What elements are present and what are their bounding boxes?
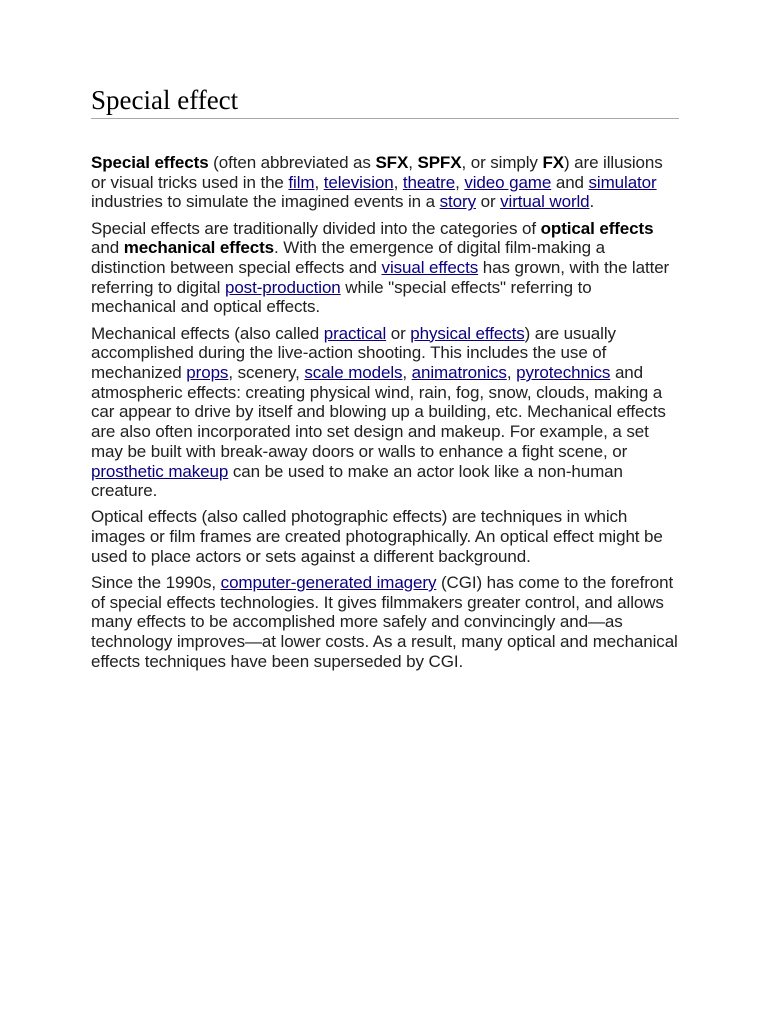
text-run: ) are illusions or visual tricks used in the — [91, 153, 663, 192]
text-run: , scenery, — [228, 363, 305, 383]
text-run: , — [455, 172, 465, 192]
link-simulator[interactable]: simulator — [588, 172, 657, 192]
text-run: (CGI) has come to the forefront of special effects technologies. It gives filmmakers greater control, and allows many effects to be accomplished more safely and convincingly and—as technology improves—at lower costs. As a result, many optical and mechanical effects techniques have been superseded by CGI. — [91, 573, 678, 671]
text-run: or — [475, 192, 501, 212]
link-virtual-world[interactable]: virtual world — [500, 192, 590, 212]
link-post-production[interactable]: post-production — [224, 277, 341, 297]
bold-term: mechanical effects — [123, 238, 275, 258]
link-pyrotechnics[interactable]: pyrotechnics — [516, 363, 611, 383]
link-story[interactable]: story — [439, 192, 476, 212]
link-computer-generated-imagery[interactable]: computer-generated imagery — [220, 573, 437, 593]
text-run: and — [551, 172, 589, 192]
link-practical[interactable]: practical — [323, 323, 387, 343]
link-film[interactable]: film — [288, 172, 315, 192]
text-run: , — [393, 172, 403, 192]
bold-term: optical effects — [540, 218, 654, 238]
link-theatre[interactable]: theatre — [402, 172, 456, 192]
text-run: , — [402, 363, 412, 383]
article-body — [91, 153, 679, 672]
text-run: industries to simulate the imagined events in a — [91, 192, 440, 212]
text-run: , — [314, 172, 324, 192]
link-visual-effects[interactable]: visual effects — [381, 258, 479, 278]
bold-term: FX — [542, 153, 564, 172]
paragraph — [91, 153, 679, 212]
paragraph — [91, 507, 679, 566]
bold-term: SFX — [375, 153, 409, 172]
text-run: Special effects are traditionally divided into the categories of — [91, 218, 541, 238]
text-run: or — [386, 323, 411, 343]
text-run: Mechanical effects (also called — [91, 323, 324, 343]
text-run: , — [408, 153, 418, 172]
text-run: and — [91, 238, 124, 258]
text-run: while "special effects" referring to mechanical and optical effects. — [91, 277, 592, 317]
text-run: has grown, with the latter referring to digital — [91, 258, 670, 297]
link-video-game[interactable]: video game — [464, 172, 552, 192]
text-run: Since the 1990s, — [91, 573, 221, 593]
text-run: Optical effects (also called photographic effects) are techniques in which images or film frames are created photographically. An optical effect might be used to place actors or sets against a different background. — [91, 507, 663, 566]
text-run: and atmospheric effects: creating physical wind, rain, fog, snow, clouds, making a car appear to drive by itself and blowing up a building, etc. Mechanical effects are also often incorporated into set design and makeup. For example, a set may be built with break-away doors or walls to enhance a fight scene, or — [91, 363, 666, 461]
paragraph — [91, 219, 679, 318]
text-run: can be used to make an actor look like a non-human creature. — [91, 461, 623, 501]
bold-term: Special effects — [91, 153, 209, 172]
bold-term: SPFX — [417, 153, 462, 172]
text-run: . With the emergence of digital film-making a distinction between special effects and — [91, 238, 605, 278]
text-run: (often abbreviated as — [208, 153, 376, 172]
text-run: , or simply — [461, 153, 543, 172]
text-run: . — [589, 192, 595, 212]
page-title: Special effect — [91, 84, 679, 119]
paragraph — [91, 324, 679, 501]
text-run: , — [506, 363, 517, 383]
link-physical-effects[interactable]: physical effects — [410, 323, 525, 343]
paragraph — [91, 573, 679, 672]
link-scale-models[interactable]: scale models — [304, 363, 403, 383]
link-props[interactable]: props — [186, 363, 229, 383]
link-animatronics[interactable]: animatronics — [411, 363, 507, 383]
link-television[interactable]: television — [323, 172, 394, 192]
article — [91, 84, 679, 678]
link-prosthetic-makeup[interactable]: prosthetic makeup — [91, 461, 229, 481]
text-run: ) are usually accomplished during the live-action shooting. This includes the use of mechanized — [91, 323, 616, 383]
